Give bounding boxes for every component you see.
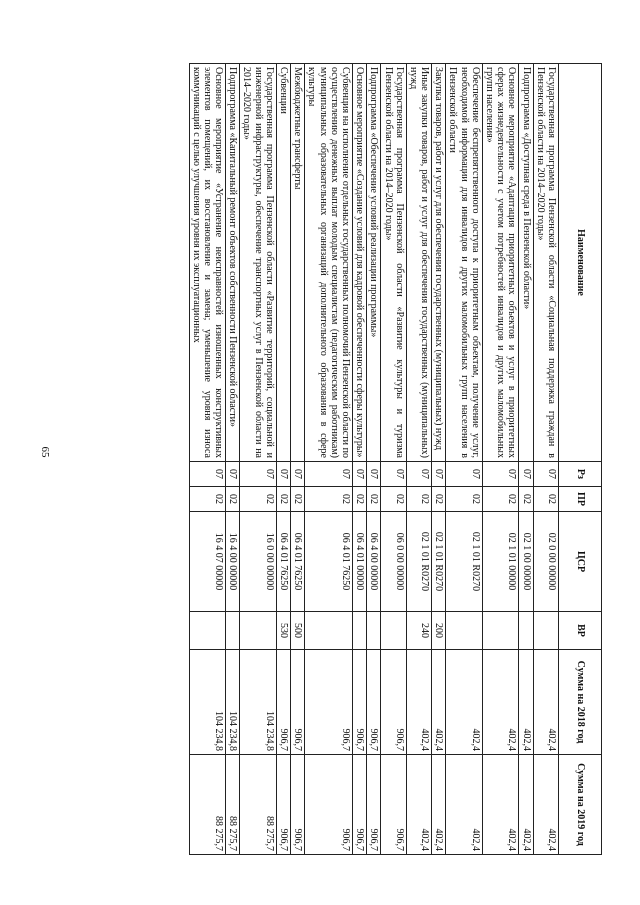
cell-sum2019: 402,4 (446, 755, 483, 855)
cell-pr: 02 (276, 487, 290, 512)
cell-pr: 02 (446, 487, 483, 512)
table-row (276, 64, 290, 855)
cell-sum2019: 402,4 (519, 755, 533, 855)
header-csr: ЦСР (559, 512, 602, 612)
cell-name: Закупка товаров, работ и услуг для обеспечения государственных (муниципальных) нужд (432, 64, 446, 462)
cell-pr: 02 (240, 487, 277, 512)
cell-sum2018: 906,7 (367, 650, 381, 755)
rotated-budget-table-container (91, 63, 602, 854)
cell-sum2019: 906,7 (367, 755, 381, 855)
cell-pr: 02 (519, 487, 533, 512)
cell-csr: 06 4 01 00000 (353, 512, 367, 612)
page-number: 65 (39, 446, 51, 458)
table-row (189, 64, 226, 855)
cell-rz: 07 (226, 462, 240, 487)
table-row (226, 64, 240, 855)
cell-name: Подпрограмма «Доступная среда в Пензенской области» (519, 64, 533, 462)
cell-sum2019: 402,4 (533, 755, 558, 855)
cell-csr: 16 4 07 00000 (189, 512, 226, 612)
table-row (240, 64, 277, 855)
cell-csr: 16 4 00 00000 (226, 512, 240, 612)
cell-vr (519, 612, 533, 650)
cell-csr: 02 1 01 R0270 (432, 512, 446, 612)
cell-sum2018: 402,4 (432, 650, 446, 755)
cell-sum2018: 402,4 (519, 650, 533, 755)
cell-name: Иные закупки товаров, работ и услуг для обеспечения государственных (муниципальных) нужд (406, 64, 431, 462)
cell-vr (226, 612, 240, 650)
cell-csr: 02 1 01 R0270 (406, 512, 431, 612)
budget-table (189, 63, 602, 855)
cell-pr: 02 (189, 487, 226, 512)
cell-vr (240, 612, 277, 650)
table-row (446, 64, 483, 855)
cell-vr (367, 612, 381, 650)
cell-name: Основное мероприятие «Устранение неисправностей изношенных конструктивных элементов помещений, их восстановление и замена; уменьшение уровня износа коммуникаций с целью улучшения уровня их эксплуатационных (189, 64, 226, 462)
cell-vr (353, 612, 367, 650)
cell-sum2019: 906,7 (291, 755, 305, 855)
cell-sum2018: 906,7 (305, 650, 353, 755)
table-row (367, 64, 381, 855)
cell-sum2019: 88 275,7 (189, 755, 226, 855)
cell-rz: 07 (276, 462, 290, 487)
table-row (482, 64, 519, 855)
table-row (432, 64, 446, 855)
cell-vr (482, 612, 519, 650)
cell-csr: 02 1 00 00000 (519, 512, 533, 612)
cell-name: Государственная программа Пензенской области «Социальная поддержка граждан в Пензенской области на 2014–2020 годы» (533, 64, 558, 462)
cell-sum2018: 402,4 (533, 650, 558, 755)
cell-rz: 07 (291, 462, 305, 487)
table-row (305, 64, 353, 855)
cell-pr: 02 (305, 487, 353, 512)
table-header-row (559, 64, 602, 855)
cell-rz: 07 (406, 462, 431, 487)
cell-sum2018: 104 234,8 (240, 650, 277, 755)
cell-vr (189, 612, 226, 650)
cell-sum2018: 402,4 (406, 650, 431, 755)
cell-name: Основное мероприятие «Создание условий для кадровой обеспеченности сферы культуры» (353, 64, 367, 462)
cell-sum2019: 88 275,7 (240, 755, 277, 855)
header-name: Наименование (559, 64, 602, 462)
cell-rz: 07 (305, 462, 353, 487)
cell-csr: 06 4 00 00000 (367, 512, 381, 612)
table-row (519, 64, 533, 855)
header-sum-2019: Сумма на 2019 год (559, 755, 602, 855)
cell-sum2018: 104 234,8 (189, 650, 226, 755)
cell-vr: 500 (291, 612, 305, 650)
cell-csr: 02 1 01 00000 (482, 512, 519, 612)
table-row (353, 64, 367, 855)
cell-pr: 02 (482, 487, 519, 512)
cell-pr: 02 (291, 487, 305, 512)
cell-name: Межбюджетные трансферты (291, 64, 305, 462)
cell-csr: 02 0 00 00000 (533, 512, 558, 612)
cell-csr: 06 0 00 00000 (381, 512, 406, 612)
cell-sum2019: 906,7 (353, 755, 367, 855)
cell-sum2018: 906,7 (381, 650, 406, 755)
cell-sum2018: 104 234,8 (226, 650, 240, 755)
table-row (381, 64, 406, 855)
cell-csr: 06 4 01 76250 (305, 512, 353, 612)
cell-vr: 200 (432, 612, 446, 650)
cell-sum2019: 906,7 (305, 755, 353, 855)
cell-vr (446, 612, 483, 650)
header-sum-2018: Сумма на 2018 год (559, 650, 602, 755)
cell-sum2019: 88 275,7 (226, 755, 240, 855)
table-row (291, 64, 305, 855)
cell-sum2018: 906,7 (276, 650, 290, 755)
cell-vr (381, 612, 406, 650)
cell-rz: 07 (533, 462, 558, 487)
table-body (189, 64, 558, 855)
cell-pr: 02 (533, 487, 558, 512)
cell-vr (533, 612, 558, 650)
cell-rz: 07 (189, 462, 226, 487)
cell-csr: 16 0 00 00000 (240, 512, 277, 612)
cell-name: Обеспечение беспрепятственного доступа к приоритетным объектам, получение услуг, необходимой информации для инвалидов и других маломобильных групп населения в Пензенской области (446, 64, 483, 462)
cell-pr: 02 (367, 487, 381, 512)
cell-csr: 06 4 01 76250 (276, 512, 290, 612)
cell-csr: 02 1 01 R0270 (446, 512, 483, 612)
table-row (406, 64, 431, 855)
cell-pr: 02 (353, 487, 367, 512)
cell-sum2018: 402,4 (482, 650, 519, 755)
cell-vr (305, 612, 353, 650)
cell-sum2019: 906,7 (381, 755, 406, 855)
cell-csr: 06 4 01 76250 (291, 512, 305, 612)
cell-pr: 02 (226, 487, 240, 512)
cell-rz: 07 (367, 462, 381, 487)
cell-rz: 07 (353, 462, 367, 487)
cell-sum2019: 402,4 (406, 755, 431, 855)
cell-pr: 02 (432, 487, 446, 512)
cell-sum2018: 402,4 (446, 650, 483, 755)
header-vr: ВР (559, 612, 602, 650)
header-pr: ПР (559, 487, 602, 512)
header-rz: Рз (559, 462, 602, 487)
cell-rz: 07 (381, 462, 406, 487)
cell-sum2018: 906,7 (353, 650, 367, 755)
cell-name: Государственная программа Пензенской области «Развитие культуры и туризма Пензенской области на 2014–2020 годы» (381, 64, 406, 462)
cell-rz: 07 (432, 462, 446, 487)
cell-rz: 07 (446, 462, 483, 487)
cell-vr: 240 (406, 612, 431, 650)
table-row (533, 64, 558, 855)
cell-pr: 02 (406, 487, 431, 512)
cell-name: Субвенция на исполнение отдельных государственных полномочий Пензенской области по осуществлению денежных выплат молодым специалистам (педагогическим работникам) муниципальных образовательных организаций дополнительного образования в сфере культуры (305, 64, 353, 462)
cell-name: Основное мероприятие «Адаптация приоритетных объектов и услуг в приоритетных сферах жизнедеятельности с учетом потребностей инвалидов и других маломобильных групп населения» (482, 64, 519, 462)
cell-rz: 07 (482, 462, 519, 487)
cell-name: Субвенции (276, 64, 290, 462)
cell-name: Подпрограмма «Капитальный ремонт объектов собственности Пензенской области» (226, 64, 240, 462)
cell-name: Подпрограмма «Обеспечение условий реализации программы» (367, 64, 381, 462)
cell-sum2018: 906,7 (291, 650, 305, 755)
cell-sum2019: 906,7 (276, 755, 290, 855)
cell-sum2019: 402,4 (482, 755, 519, 855)
cell-vr: 530 (276, 612, 290, 650)
cell-rz: 07 (240, 462, 277, 487)
cell-name: Государственная программа Пензенской области «Развитие территорий, социальной и инженерной инфраструктуры, обеспечение транспортных услуг в Пензенской области на 2014–2020 годы» (240, 64, 277, 462)
cell-pr: 02 (381, 487, 406, 512)
cell-rz: 07 (519, 462, 533, 487)
cell-sum2019: 402,4 (432, 755, 446, 855)
